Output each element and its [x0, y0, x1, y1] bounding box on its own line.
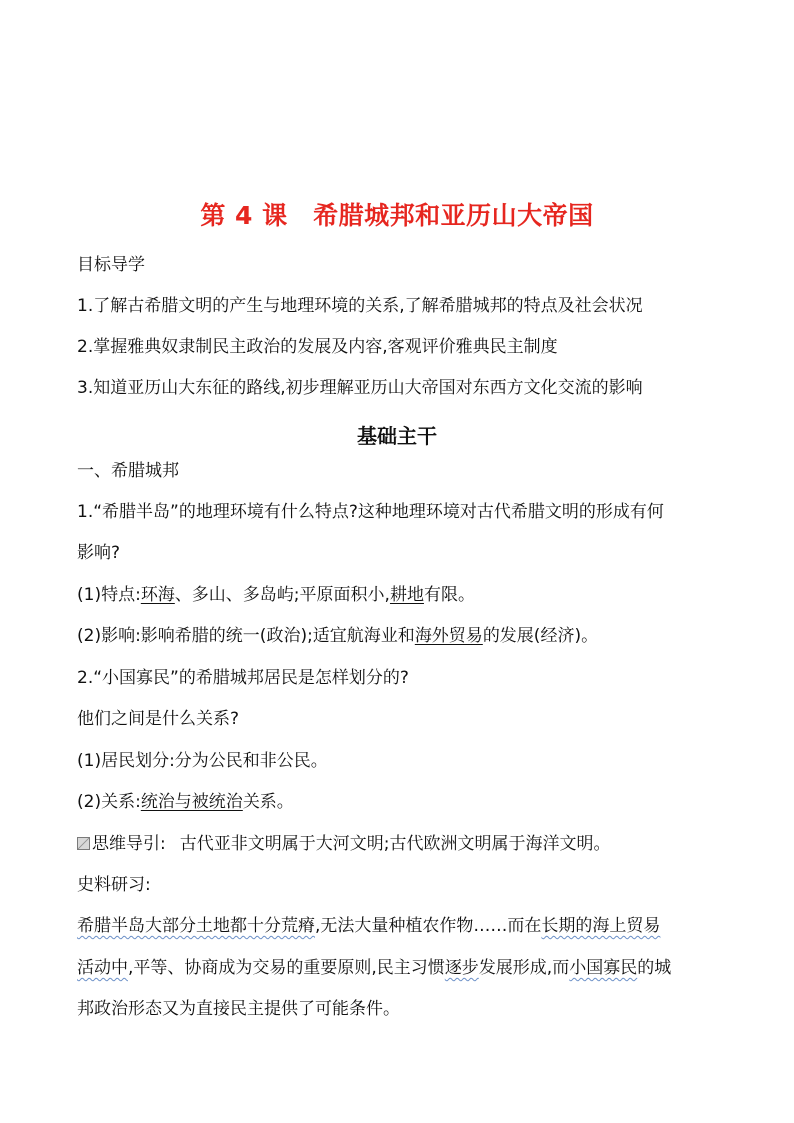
source-text: 发展形成,而	[478, 958, 570, 978]
section-title: 基础主干	[357, 424, 437, 448]
question-1-line-2: 影响?	[77, 543, 121, 563]
goal-item-2: 2.掌握雅典奴隶制民主政治的发展及内容,客观评价雅典民主制度	[77, 337, 558, 357]
thinking-guide-label: 思维导引:	[92, 834, 166, 854]
answer-text: 有限。	[423, 585, 475, 605]
pencil-note-icon	[77, 837, 90, 850]
answer-text: 、多山、多岛屿;平原面积小,	[174, 585, 390, 605]
section-subheading: 一、希腊城邦	[77, 461, 179, 481]
answer-text: 的发展(经济)。	[482, 626, 599, 646]
source-text: 的城	[637, 958, 672, 978]
wavy-underlined-text: 小国寡民	[569, 958, 638, 978]
source-text: ,平等、协商成为交易的重要原则,民主习惯	[128, 958, 445, 978]
underlined-answer: 耕地	[389, 585, 424, 605]
source-heading: 史料研习:	[77, 875, 151, 895]
underlined-answer: 海外贸易	[414, 626, 483, 646]
question-1-line-1: 1.“希腊半岛”的地理环境有什么特点?这种地理环境对古代希腊文明的形成有何	[77, 502, 664, 522]
wavy-underlined-text: 逐步	[444, 958, 479, 978]
source-paragraph-line-2	[77, 957, 671, 979]
source-paragraph-line-1	[77, 915, 660, 937]
underlined-answer: 环海	[140, 585, 175, 605]
wavy-underlined-text: 长期的海上贸易	[541, 916, 661, 936]
goal-item-1: 1.了解古希腊文明的产生与地理环境的关系,了解希腊城邦的特点及社会状况	[77, 296, 643, 316]
goals-heading: 目标导学	[77, 255, 145, 275]
answer-text: (1)特点:	[77, 585, 141, 605]
underlined-answer: 统治与被统治	[140, 792, 243, 812]
question-1-answer-1	[77, 584, 475, 606]
question-2-answer-1: (1)居民划分:分为公民和非公民。	[77, 751, 328, 771]
lesson-title: 第 4 课 希腊城邦和亚历山大帝国	[200, 201, 594, 230]
wavy-underlined-text: 活动中	[77, 958, 128, 978]
question-2-line-1: 2.“小国寡民”的希腊城邦居民是怎样划分的?	[77, 668, 409, 688]
answer-text: (2)关系:	[77, 792, 141, 812]
source-text: ,无法大量种植农作物……而在	[315, 916, 542, 936]
thinking-guide	[77, 833, 610, 855]
question-2-answer-2	[77, 791, 294, 813]
answer-text: 关系。	[242, 792, 294, 812]
question-2-line-2: 他们之间是什么关系?	[77, 709, 240, 729]
goal-item-3: 3.知道亚历山大东征的路线,初步理解亚历山大帝国对东西方文化交流的影响	[77, 378, 643, 398]
source-paragraph-line-3: 邦政治形态又为直接民主提供了可能条件。	[77, 999, 400, 1019]
wavy-underlined-text: 希腊半岛大部分土地都十分荒瘠	[77, 916, 315, 936]
answer-text: (2)影响:影响希腊的统一(政治);适宜航海业和	[77, 626, 415, 646]
question-1-answer-2	[77, 625, 598, 647]
thinking-guide-text: 古代亚非文明属于大河文明;古代欧洲文明属于海洋文明。	[179, 834, 611, 854]
